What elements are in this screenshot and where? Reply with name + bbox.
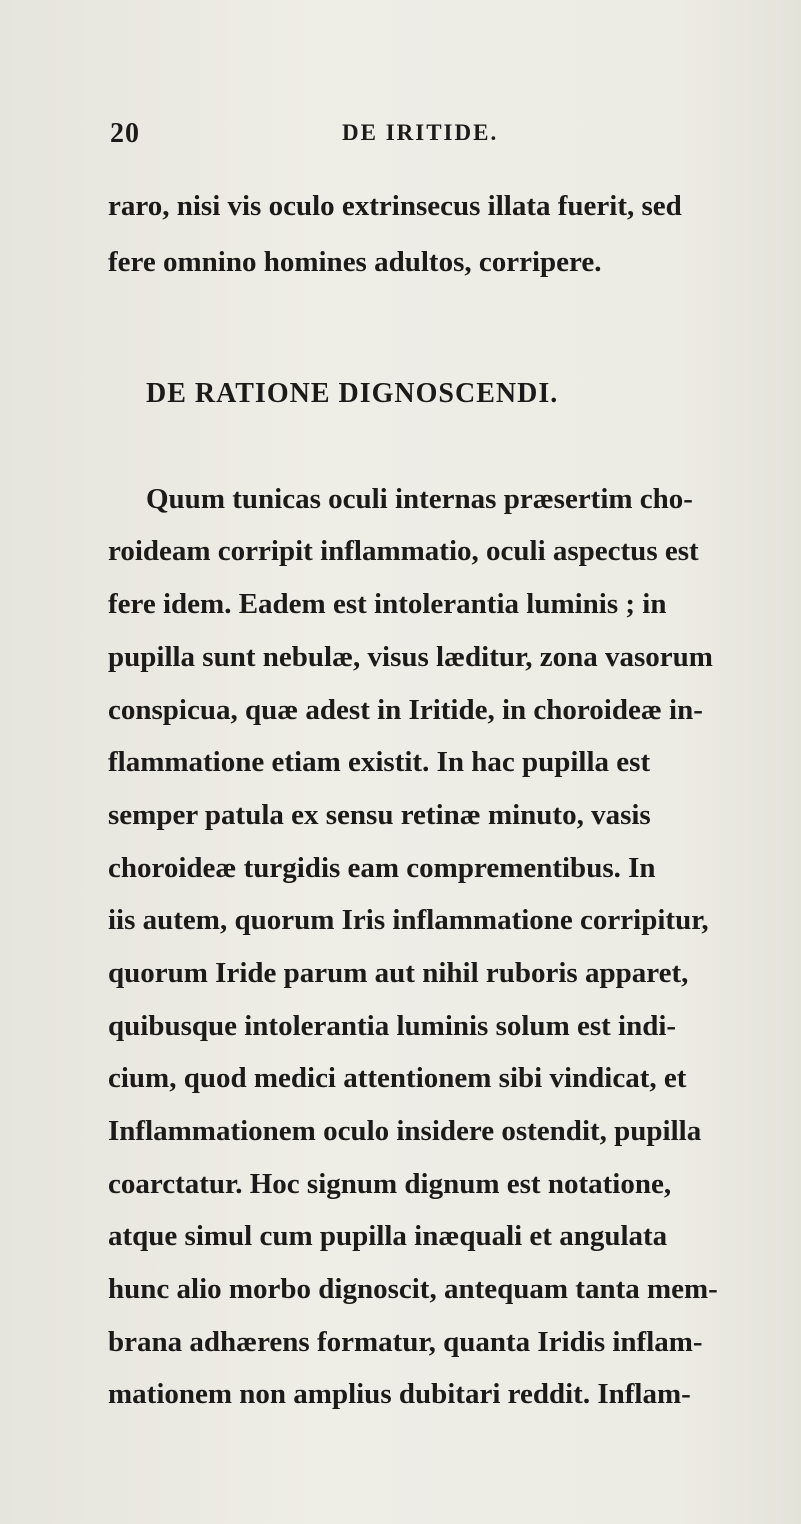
paragraph-first-line: Quum tunicas oculi internas præsertim cho-: [146, 483, 693, 515]
running-title: DE IRITIDE.: [342, 120, 499, 145]
body-line: mationem non amplius dubitari reddit. Inflam-: [108, 1378, 691, 1410]
body-line: quibusque intolerantia luminis solum est indi-: [108, 1010, 677, 1042]
body-line: quorum Iride parum aut nihil ruboris apparet,: [108, 957, 689, 989]
body-line: raro, nisi vis oculo extrinsecus illata fuerit, sed: [108, 190, 682, 222]
body-line: Inflammationem oculo insidere ostendit, pupilla: [108, 1115, 702, 1147]
body-line: fere omnino homines adultos, corripere.: [108, 246, 602, 278]
body-line: pupilla sunt nebulæ, visus læditur, zona vasorum: [108, 641, 713, 673]
body-line: conspicua, quæ adest in Iritide, in choroideæ in-: [108, 694, 703, 726]
body-line: atque simul cum pupilla inæquali et angulata: [108, 1220, 668, 1252]
body-line: fere idem. Eadem est intolerantia luminis ; in: [108, 588, 667, 620]
body-line: hunc alio morbo dignoscit, antequam tanta mem-: [108, 1273, 718, 1305]
body-line: coarctatur. Hoc signum dignum est notatione,: [108, 1168, 672, 1200]
section-heading: DE RATIONE DIGNOSCENDI.: [146, 378, 559, 409]
body-line: iis autem, quorum Iris inflammatione corripitur,: [108, 904, 709, 936]
body-line: cium, quod medici attentionem sibi vindicat, et: [108, 1062, 687, 1094]
body-line: semper patula ex sensu retinæ minuto, vasis: [108, 799, 651, 831]
body-line: roideam corripit inflammatio, oculi aspectus est: [108, 535, 699, 567]
page-number: 20: [110, 118, 140, 149]
body-line: brana adhærens formatur, quanta Iridis inflam-: [108, 1326, 703, 1358]
body-line: flammatione etiam existit. In hac pupilla est: [108, 746, 651, 778]
body-line: choroideæ turgidis eam comprementibus. In: [108, 852, 656, 884]
running-head: [110, 118, 710, 158]
